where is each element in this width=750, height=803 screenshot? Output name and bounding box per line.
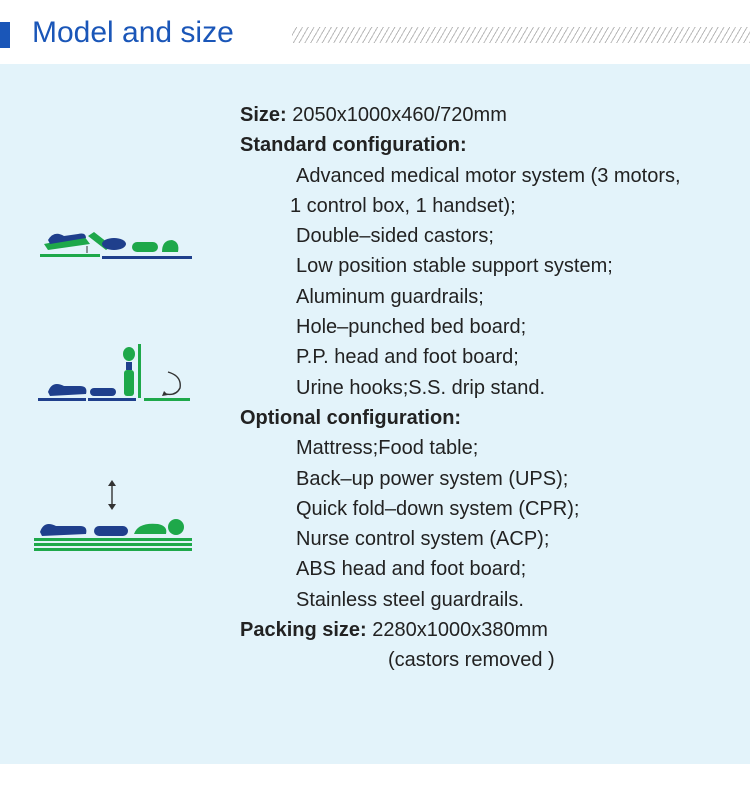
standard-item: P.P. head and foot board; <box>296 346 519 369</box>
standard-item: Advanced medical motor system (3 motors, <box>296 164 681 187</box>
standard-item: Aluminum guardrails; <box>296 285 484 308</box>
size-label: Size: <box>240 104 287 126</box>
optional-item: Nurse control system (ACP); <box>296 528 550 551</box>
size-value: 2050x1000x460/720mm <box>292 104 507 126</box>
section-title: Model and size <box>32 16 234 49</box>
header-hatch-divider <box>292 27 750 43</box>
spec-panel <box>0 64 750 764</box>
header-accent-bar <box>0 22 10 48</box>
size-line <box>240 100 750 130</box>
standard-item: 1 control box, 1 handset); <box>290 194 516 217</box>
optional-item: Stainless steel guardrails. <box>296 588 524 611</box>
optional-item: Back–up power system (UPS); <box>296 467 569 490</box>
packing-value: 2280x1000x380mm <box>372 619 548 642</box>
standard-item: Low position stable support system; <box>296 255 613 278</box>
standard-config-heading: Standard configuration: <box>240 134 467 157</box>
optional-item: ABS head and foot board; <box>296 558 527 581</box>
standard-item: Hole–punched bed board; <box>296 316 527 339</box>
standard-item: Double–sided castors; <box>296 225 494 248</box>
section-header <box>0 0 750 64</box>
optional-config-heading: Optional configuration: <box>240 406 462 429</box>
bed-tilt-icon <box>40 222 192 264</box>
optional-item: Quick fold–down system (CPR); <box>296 497 580 520</box>
packing-note: (castors removed ) <box>388 649 555 672</box>
standard-item: Urine hooks;S.S. drip stand. <box>296 376 546 399</box>
bed-sit-up-icon <box>38 342 190 404</box>
spec-text <box>240 100 750 676</box>
optional-item: Mattress;Food table; <box>296 437 479 460</box>
packing-label: Packing size: <box>240 619 367 642</box>
packing-line <box>240 615 750 645</box>
bed-height-adjust-icon <box>34 480 192 554</box>
